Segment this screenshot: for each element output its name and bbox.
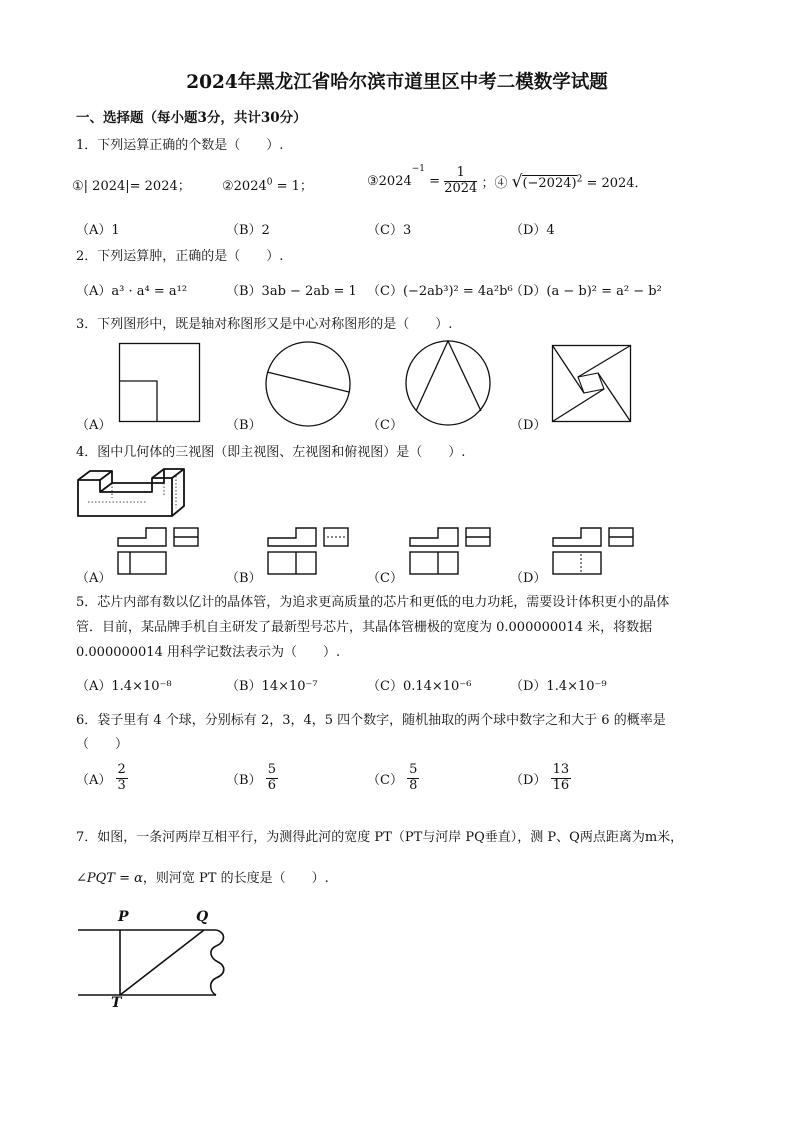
q3-option-b: （B）: [226, 418, 262, 433]
q1-stem: 1．下列运算正确的个数是（ ）.: [76, 138, 284, 153]
q1-option-a: （A）1: [76, 223, 120, 238]
q4-option-b: （B）: [226, 571, 262, 586]
q6-line-2: （ ）: [76, 737, 129, 752]
q4-solid-figure: [76, 468, 186, 520]
section-heading: 一、选择题（每小题3分，共计30分）: [76, 110, 307, 126]
q5-option-b: （B）14×10⁻⁷: [226, 679, 318, 694]
q5-line-2: 管．目前，某品牌手机自主研发了最新型号芯片，其晶体管栅极的宽度为 0.000000014 米，将数据: [76, 620, 653, 635]
q1-expr-2: $②2024^0 = 1$；: [222, 177, 313, 194]
q7-river-figure: [76, 908, 236, 1013]
q4-views-d: [551, 524, 641, 576]
q1-expr-1: ①| 2024|= 2024；: [72, 179, 191, 194]
q2-option-c: （C）(−2ab³)² = 4a²b⁶: [367, 284, 513, 299]
q1-option-b: （B）2: [226, 223, 270, 238]
q3-option-c: （C）: [367, 418, 403, 433]
q4-views-c: [408, 524, 498, 576]
q1-expr-3: $③2024^{-1}$ = $\frac{1}{2024}$ ；④ $√(-2024)^2 = 2024$．: [367, 164, 648, 196]
q7-label-t: T: [111, 995, 122, 1011]
q6-line-1: 6．袋子里有 4 个球，分别标有 2，3，4，5 四个数字，随机抽取的两个球中数字之和大于 6 的概率是: [76, 713, 666, 728]
q1-sqrt: $√(-2024)^2$: [511, 171, 583, 192]
q5-option-d: （D）1.4×10⁻⁹: [510, 679, 607, 694]
q3-figure-a: [119, 343, 201, 423]
q2-option-a: （A）a³ · a⁴ = a¹²: [76, 284, 188, 299]
q3-stem: 3．下列图形中，既是轴对称图形又是中心对称图形的是（ ）.: [76, 317, 453, 332]
q6-option-d: （D） $\frac{13}{16}$: [510, 762, 570, 793]
q4-views-b: [266, 524, 356, 576]
q3-figure-c: [404, 338, 494, 428]
q4-option-d: （D）: [510, 571, 547, 586]
page-title: 2024年黑龙江省哈尔滨市道里区中考二模数学试题: [186, 72, 608, 93]
q7-line-1: 7．如图，一条河两岸互相平行，为测得此河的宽度 PT（PT与河岸 PQ垂直），测 P、Q两点距离为m米，: [76, 830, 684, 845]
q1-option-d: （D）4: [510, 223, 555, 238]
q6-option-b: （B） $\frac{5}{6}$: [226, 762, 276, 793]
q2-option-d: （D）(a − b)² = a² − b²: [510, 284, 662, 299]
q7-line-2: ∠PQT = α，则河宽 PT 的长度是（ ）.: [76, 871, 329, 886]
q5-line-1: 5．芯片内部有数以亿计的晶体管，为追求更高质量的芯片和更低的电力功耗，需要设计体积更小的晶体: [76, 595, 670, 610]
q2-stem: 2．下列运算肿，正确的是（ ）.: [76, 249, 284, 264]
q3-option-a: （A）: [76, 418, 112, 433]
q1-option-c: （C）3: [367, 223, 412, 238]
q3-option-d: （D）: [510, 418, 547, 433]
q3-figure-d: [552, 345, 632, 423]
q6-option-c: （C） $\frac{5}{8}$: [367, 762, 418, 793]
q7-label-q: Q: [196, 909, 209, 925]
q5-option-a: （A）1.4×10⁻⁸: [76, 679, 172, 694]
q5-option-c: （C）0.14×10⁻⁶: [367, 679, 472, 694]
q5-line-3: 0.000000014 用科学记数法表示为（ ）.: [76, 645, 341, 660]
q6-option-a: （A） $\frac{2}{3}$: [76, 762, 126, 793]
q2-option-b: （B）3ab − 2ab = 1: [226, 284, 357, 299]
q7-label-p: P: [118, 909, 129, 925]
q4-stem: 4．图中几何体的三视图（即主视图、左视图和俯视图）是（ ）.: [76, 445, 466, 460]
q3-figure-b: [264, 340, 354, 430]
q4-option-a: （A）: [76, 571, 112, 586]
q4-option-c: （C）: [367, 571, 403, 586]
q4-views-a: [116, 524, 206, 576]
